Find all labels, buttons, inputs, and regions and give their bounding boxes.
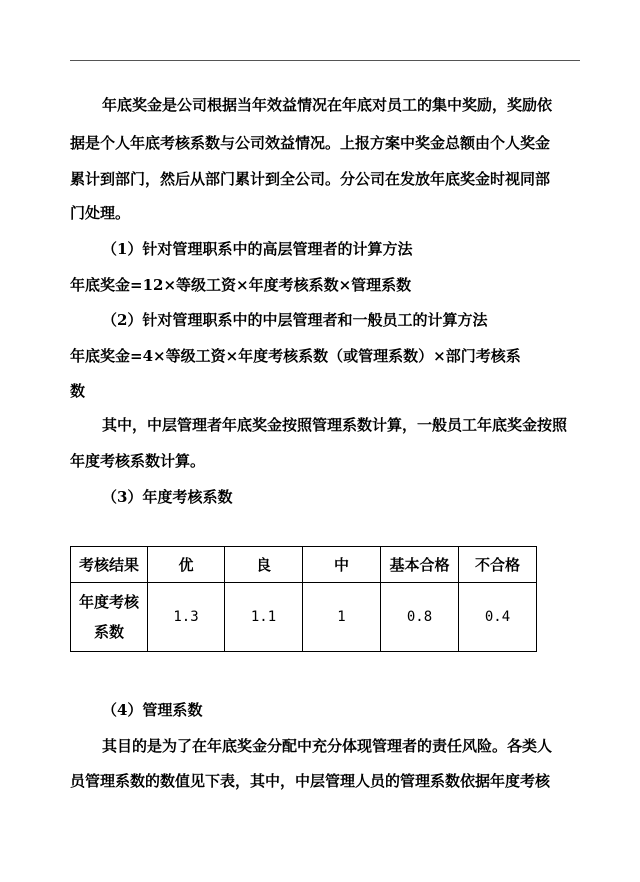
paragraph-line: 数: [70, 382, 86, 400]
table-cell: 1.1: [225, 583, 303, 652]
table-cell: 0.8: [381, 583, 459, 652]
row-label-line: 系数: [93, 623, 124, 641]
formula-senior: 年底奖金=12×等级工资×年度考核系数×管理系数: [70, 276, 412, 294]
table-header-row: [71, 547, 537, 583]
table-header-cell: 基本合格: [381, 547, 459, 583]
table-header-cell: 优: [148, 547, 225, 583]
paragraph-line: 其目的是为了在年底奖金分配中充分体现管理者的责任风险。各类人: [102, 737, 553, 755]
table-header-cell: 考核结果: [71, 547, 148, 583]
table-cell: 1: [303, 583, 381, 652]
section-heading-2: （2）针对管理职系中的中层管理者和一般员工的计算方法: [102, 311, 488, 329]
table-cell: 0.4: [459, 583, 537, 652]
annual-assessment-table: [70, 546, 537, 652]
paragraph-line: 其中，中层管理者年底奖金按照管理系数计算，一般员工年底奖金按照: [102, 416, 568, 434]
table-header-cell: 中: [303, 547, 381, 583]
row-label-line: 年度考核: [78, 593, 139, 611]
table-row: [71, 583, 537, 652]
paragraph-line: 门处理。: [70, 204, 131, 222]
paragraph-line: 年底奖金是公司根据当年效益情况在年底对员工的集中奖励，奖励依: [102, 96, 553, 114]
row-label-cell: [71, 583, 148, 652]
paragraph-line: 据是个人年底考核系数与公司效益情况。上报方案中奖金总额由个人奖金: [70, 134, 551, 152]
section-heading-3: （3）年度考核系数: [102, 488, 233, 506]
table-cell: 1.3: [148, 583, 225, 652]
formula-middle: 年底奖金=4×等级工资×年度考核系数（或管理系数）×部门考核系: [70, 347, 521, 365]
section-heading-4: （4）管理系数: [102, 701, 203, 719]
paragraph-line: 年度考核系数计算。: [70, 452, 206, 470]
table-header-cell: 不合格: [459, 547, 537, 583]
section-heading-1: （1）针对管理职系中的高层管理者的计算方法: [102, 240, 413, 258]
paragraph-line: 员管理系数的数值见下表，其中，中层管理人员的管理系数依据年度考核: [70, 772, 551, 790]
table-header-cell: 良: [225, 547, 303, 583]
header-rule: [70, 60, 580, 61]
paragraph-line: 累计到部门，然后从部门累计到全公司。分公司在发放年底奖金时视同部: [70, 170, 551, 188]
